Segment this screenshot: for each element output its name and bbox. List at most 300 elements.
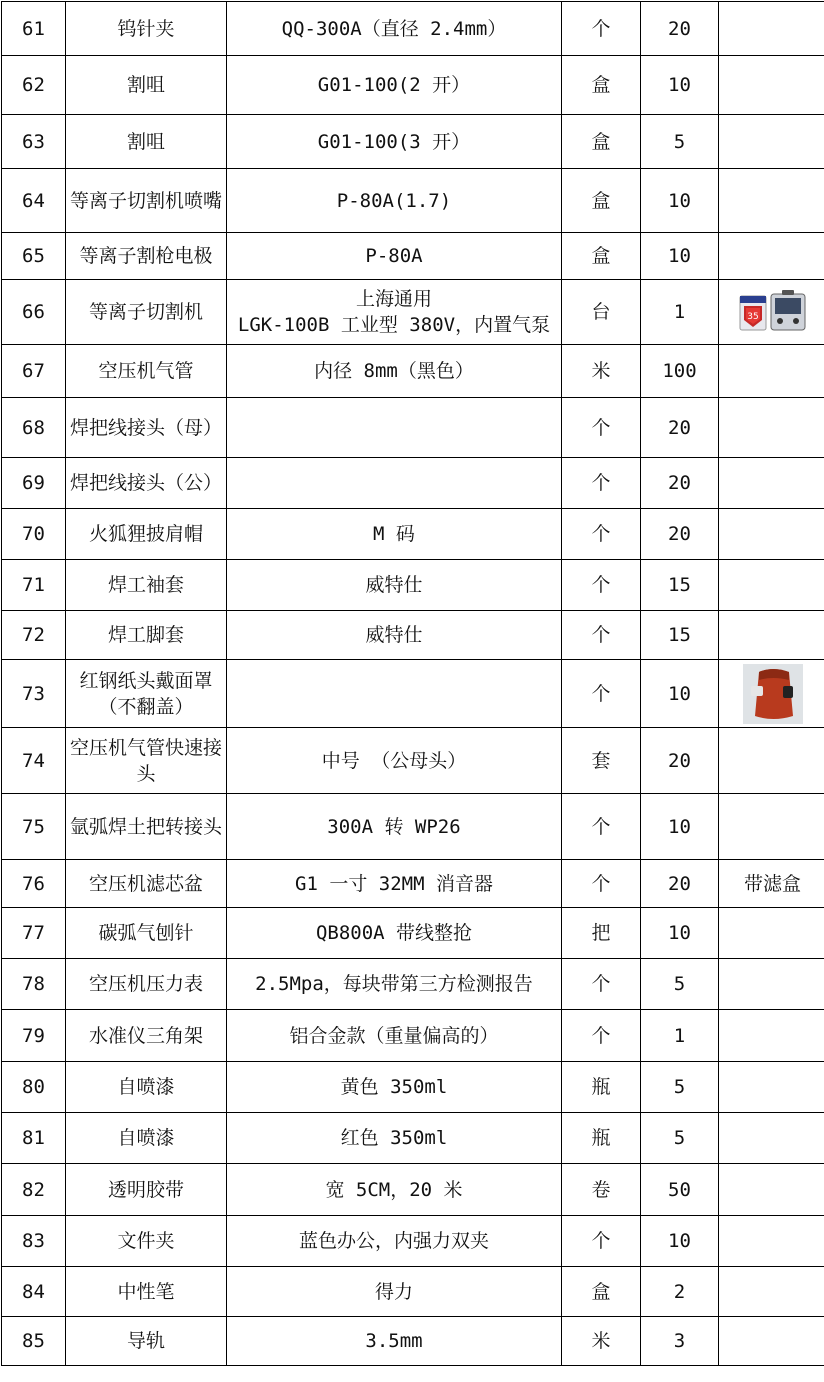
- unit-text: 个: [591, 1230, 611, 1252]
- no-text: 83: [22, 1230, 45, 1252]
- cell-unit: [562, 280, 641, 345]
- cell-spec: [227, 1113, 562, 1164]
- cell-no: [2, 280, 66, 345]
- cell-name: [66, 115, 227, 169]
- cell-qty: [641, 2, 719, 56]
- name-text: 火狐狸披肩帽: [88, 523, 203, 545]
- cell-spec: [227, 908, 562, 959]
- cell-unit: [562, 908, 641, 959]
- cell-no: [2, 1113, 66, 1164]
- cell-unit: [562, 1267, 641, 1317]
- unit-text: 米: [591, 360, 611, 382]
- no-text: 74: [22, 749, 45, 772]
- no-text: 68: [22, 416, 45, 439]
- name-text: 红钢纸头戴面罩（不翻盖）: [79, 669, 213, 718]
- cell-no: [2, 1317, 66, 1366]
- table-row: [2, 1062, 824, 1113]
- spec-text: P-80A: [365, 245, 423, 267]
- table-row: [2, 115, 824, 169]
- cell-note: [719, 860, 824, 908]
- cell-name: [66, 56, 227, 115]
- spec-text: G1 一寸 32MM 消音器: [295, 872, 493, 895]
- cell-qty: [641, 660, 719, 728]
- cell-no: [2, 908, 66, 959]
- welding-mask-photo-icon: [743, 664, 803, 724]
- qty-text: 10: [668, 922, 691, 944]
- qty-text: 20: [668, 749, 691, 772]
- spec-text: G01-100(2 开）: [317, 74, 471, 96]
- cell-note: [719, 458, 824, 509]
- cell-unit: [562, 458, 641, 509]
- cell-note: [719, 2, 824, 56]
- cell-qty: [641, 398, 719, 458]
- qty-text: 50: [668, 1178, 691, 1201]
- qty-text: 1: [673, 1024, 686, 1047]
- cell-spec: [227, 794, 562, 860]
- cell-no: [2, 398, 66, 458]
- cell-qty: [641, 560, 719, 611]
- cell-name: [66, 398, 227, 458]
- spec-text: 3.5mm: [365, 1330, 423, 1352]
- no-text: 76: [22, 872, 45, 895]
- cell-note: [719, 908, 824, 959]
- plasma-cutter-photo-icon: [738, 290, 808, 334]
- spec-text: QB800A 带线整抢: [315, 922, 473, 944]
- qty-text: 1: [673, 301, 686, 323]
- cell-unit: [562, 1062, 641, 1113]
- cell-name: [66, 860, 227, 908]
- qty-text: 10: [668, 1230, 691, 1252]
- spec-text: QQ-300A（直径 2.4mm）: [281, 17, 507, 40]
- unit-text: 台: [591, 301, 611, 323]
- cell-no: [2, 1062, 66, 1113]
- spec-text: 蓝色办公，内强力双夹: [298, 1230, 489, 1252]
- cell-no: [2, 115, 66, 169]
- qty-text: 100: [662, 360, 697, 382]
- qty-text: 3: [673, 1330, 686, 1352]
- cell-no: [2, 660, 66, 728]
- cell-spec: [227, 1010, 562, 1062]
- cell-name: [66, 1113, 227, 1164]
- cell-name: [66, 1164, 227, 1216]
- spec-text: 威特仕: [365, 624, 423, 646]
- cell-note: [719, 794, 824, 860]
- table-row: [2, 1164, 824, 1216]
- table-row: [2, 959, 824, 1010]
- no-text: 69: [22, 472, 45, 494]
- cell-spec: [227, 728, 562, 794]
- unit-text: 盒: [591, 74, 611, 96]
- cell-name: [66, 794, 227, 860]
- name-text: 导轨: [126, 1330, 165, 1352]
- name-text: 空压机滤芯盆: [88, 872, 203, 895]
- name-text: 等离子切割机: [88, 301, 203, 323]
- unit-text: 个: [591, 815, 611, 838]
- spec-text: 得力: [374, 1280, 413, 1303]
- cell-unit: [562, 560, 641, 611]
- cell-spec: [227, 509, 562, 560]
- cell-note: [719, 115, 824, 169]
- no-text: 82: [22, 1178, 45, 1201]
- name-text: 自喷漆: [117, 1076, 175, 1098]
- table-row: [2, 1216, 824, 1267]
- qty-text: 20: [668, 872, 691, 895]
- qty-text: 5: [673, 130, 686, 153]
- name-text: 水准仪三角架: [88, 1024, 203, 1047]
- cell-name: [66, 345, 227, 398]
- unit-text: 米: [591, 1330, 611, 1352]
- cell-note: [719, 169, 824, 233]
- cell-no: [2, 794, 66, 860]
- cell-note: [719, 1267, 824, 1317]
- no-text: 63: [22, 130, 45, 153]
- no-text: 65: [22, 245, 45, 267]
- cell-qty: [641, 611, 719, 660]
- spec-text: 宽 5CM，20 米: [325, 1178, 463, 1201]
- table-row: [2, 56, 824, 115]
- name-text: 割咀: [126, 130, 165, 153]
- cell-no: [2, 2, 66, 56]
- cell-spec: [227, 458, 562, 509]
- unit-text: 盒: [591, 1280, 611, 1303]
- cell-note: [719, 1062, 824, 1113]
- table-row: [2, 660, 824, 728]
- cell-no: [2, 233, 66, 280]
- cell-qty: [641, 1010, 719, 1062]
- spec-text: 中号 （公母头）: [321, 749, 467, 772]
- spec-text: 上海通用 LGK-100B 工业型 380V，内置气泵: [237, 288, 551, 336]
- cell-qty: [641, 1216, 719, 1267]
- cell-unit: [562, 1164, 641, 1216]
- svg-text:35: 35: [746, 312, 759, 322]
- no-text: 85: [22, 1330, 45, 1352]
- cell-unit: [562, 794, 641, 860]
- cell-no: [2, 509, 66, 560]
- qty-text: 15: [668, 624, 691, 646]
- cell-unit: [562, 115, 641, 169]
- cell-name: [66, 233, 227, 280]
- cell-qty: [641, 233, 719, 280]
- cell-note: [719, 1317, 824, 1366]
- cell-spec: [227, 660, 562, 728]
- table-row: [2, 860, 824, 908]
- cell-qty: [641, 728, 719, 794]
- qty-text: 10: [668, 245, 691, 267]
- cell-qty: [641, 169, 719, 233]
- cell-unit: [562, 1216, 641, 1267]
- cell-name: [66, 1216, 227, 1267]
- no-text: 81: [22, 1127, 45, 1149]
- qty-text: 15: [668, 574, 691, 596]
- cell-no: [2, 458, 66, 509]
- cell-name: [66, 280, 227, 345]
- table-row: [2, 2, 824, 56]
- cell-name: [66, 728, 227, 794]
- cell-name: [66, 560, 227, 611]
- cell-note: [719, 959, 824, 1010]
- cell-spec: [227, 1267, 562, 1317]
- cell-note: [719, 1010, 824, 1062]
- unit-text: 个: [591, 682, 611, 705]
- cell-qty: [641, 115, 719, 169]
- cell-qty: [641, 908, 719, 959]
- cell-note: [719, 233, 824, 280]
- qty-text: 20: [668, 523, 691, 545]
- items-table: [1, 1, 824, 1366]
- cell-name: [66, 959, 227, 1010]
- name-text: 焊把线接头（母）: [69, 416, 222, 439]
- unit-text: 盒: [591, 189, 611, 212]
- cell-qty: [641, 794, 719, 860]
- cell-name: [66, 1062, 227, 1113]
- name-text: 自喷漆: [117, 1127, 175, 1149]
- no-text: 61: [22, 17, 45, 40]
- name-text: 透明胶带: [107, 1178, 184, 1201]
- table-row: [2, 1010, 824, 1062]
- name-text: 文件夹: [117, 1230, 175, 1252]
- cell-unit: [562, 398, 641, 458]
- cell-unit: [562, 660, 641, 728]
- cell-note: [719, 560, 824, 611]
- cell-note: [719, 611, 824, 660]
- qty-text: 10: [668, 74, 691, 96]
- cell-name: [66, 908, 227, 959]
- unit-text: 套: [591, 749, 611, 772]
- name-text: 焊把线接头（公）: [69, 472, 222, 494]
- name-text: 空压机气管快速接头: [69, 736, 222, 785]
- cell-name: [66, 1010, 227, 1062]
- cell-qty: [641, 345, 719, 398]
- no-text: 72: [22, 624, 45, 646]
- cell-spec: [227, 280, 562, 345]
- name-text: 中性笔: [117, 1280, 175, 1303]
- name-text: 氩弧焊土把转接头: [69, 815, 222, 838]
- cell-no: [2, 1216, 66, 1267]
- cell-note: [719, 1164, 824, 1216]
- no-text: 79: [22, 1024, 45, 1047]
- cell-name: [66, 2, 227, 56]
- cell-unit: [562, 611, 641, 660]
- spec-text: 300A 转 WP26: [327, 815, 461, 838]
- cell-spec: [227, 398, 562, 458]
- cell-spec: [227, 560, 562, 611]
- cell-name: [66, 458, 227, 509]
- qty-text: 5: [673, 1127, 686, 1149]
- qty-text: 5: [673, 1076, 686, 1098]
- cell-spec: [227, 860, 562, 908]
- cell-qty: [641, 1062, 719, 1113]
- spec-text: G01-100(3 开）: [317, 130, 471, 153]
- cell-spec: [227, 959, 562, 1010]
- cell-unit: [562, 1113, 641, 1164]
- cell-qty: [641, 458, 719, 509]
- cell-note: [719, 345, 824, 398]
- qty-text: 20: [668, 472, 691, 494]
- table-row: [2, 1267, 824, 1317]
- unit-text: 个: [591, 472, 611, 494]
- cell-qty: [641, 1267, 719, 1317]
- no-text: 64: [22, 189, 45, 212]
- cell-note: [719, 56, 824, 115]
- spec-text: P-80A(1.7): [336, 189, 452, 212]
- cell-unit: [562, 2, 641, 56]
- table-row: [2, 728, 824, 794]
- cell-unit: [562, 860, 641, 908]
- cell-unit: [562, 169, 641, 233]
- table-row: [2, 398, 824, 458]
- cell-note: [719, 1216, 824, 1267]
- qty-text: 10: [668, 682, 691, 705]
- cell-no: [2, 728, 66, 794]
- table-row: [2, 560, 824, 611]
- cell-spec: [227, 2, 562, 56]
- name-text: 等离子切割机喷嘴: [69, 189, 222, 212]
- cell-no: [2, 611, 66, 660]
- cell-no: [2, 169, 66, 233]
- cell-spec: [227, 1062, 562, 1113]
- cell-spec: [227, 56, 562, 115]
- cell-name: [66, 1317, 227, 1366]
- no-text: 78: [22, 973, 45, 995]
- cell-no: [2, 1010, 66, 1062]
- cell-unit: [562, 1010, 641, 1062]
- unit-text: 把: [591, 922, 611, 944]
- table-row: [2, 794, 824, 860]
- name-text: 焊工脚套: [107, 624, 184, 646]
- cell-no: [2, 1267, 66, 1317]
- qty-text: 10: [668, 189, 691, 212]
- cell-spec: [227, 1216, 562, 1267]
- cell-name: [66, 611, 227, 660]
- cell-unit: [562, 233, 641, 280]
- unit-text: 个: [591, 872, 611, 895]
- spec-text: 内径 8mm（黑色）: [314, 360, 474, 382]
- unit-text: 个: [591, 523, 611, 545]
- name-text: 空压机压力表: [88, 973, 203, 995]
- cell-note: [719, 280, 824, 345]
- cell-unit: [562, 1317, 641, 1366]
- cell-name: [66, 1267, 227, 1317]
- cell-name: [66, 169, 227, 233]
- spec-text: M 码: [373, 523, 415, 545]
- cell-spec: [227, 1317, 562, 1366]
- cell-note: [719, 509, 824, 560]
- cell-unit: [562, 56, 641, 115]
- unit-text: 个: [591, 1024, 611, 1047]
- no-text: 75: [22, 815, 45, 838]
- cell-no: [2, 56, 66, 115]
- cell-qty: [641, 280, 719, 345]
- unit-text: 瓶: [591, 1127, 611, 1149]
- spec-text: 2.5Mpa，每块带第三方检测报告: [255, 973, 533, 995]
- table-row: [2, 169, 824, 233]
- cell-qty: [641, 1164, 719, 1216]
- items-table-body: [2, 2, 824, 1366]
- no-text: 66: [22, 301, 45, 323]
- table-row: [2, 1317, 824, 1366]
- unit-text: 个: [591, 973, 611, 995]
- cell-spec: [227, 169, 562, 233]
- no-text: 70: [22, 523, 45, 545]
- cell-spec: [227, 115, 562, 169]
- cell-unit: [562, 509, 641, 560]
- unit-text: 个: [591, 416, 611, 439]
- cell-note: [719, 728, 824, 794]
- cell-spec: [227, 611, 562, 660]
- cell-no: [2, 560, 66, 611]
- spec-text: 威特仕: [365, 574, 423, 596]
- name-text: 焊工袖套: [107, 574, 184, 596]
- unit-text: 盒: [591, 130, 611, 153]
- note-text: 带滤盒: [743, 872, 801, 895]
- cell-qty: [641, 1317, 719, 1366]
- table-row: [2, 233, 824, 280]
- unit-text: 卷: [591, 1178, 611, 1201]
- cell-no: [2, 1164, 66, 1216]
- qty-text: 20: [668, 17, 691, 40]
- cell-qty: [641, 860, 719, 908]
- qty-text: 10: [668, 815, 691, 838]
- cell-qty: [641, 959, 719, 1010]
- cell-no: [2, 959, 66, 1010]
- cell-no: [2, 345, 66, 398]
- unit-text: 个: [591, 17, 611, 40]
- table-row: [2, 1113, 824, 1164]
- no-text: 80: [22, 1076, 45, 1098]
- unit-text: 盒: [591, 245, 611, 267]
- name-text: 割咀: [126, 74, 165, 96]
- cell-unit: [562, 345, 641, 398]
- cell-unit: [562, 728, 641, 794]
- no-text: 84: [22, 1280, 45, 1303]
- unit-text: 个: [591, 574, 611, 596]
- name-text: 钨针夹: [117, 17, 175, 40]
- table-row: [2, 509, 824, 560]
- no-text: 71: [22, 574, 45, 596]
- unit-text: 瓶: [591, 1076, 611, 1098]
- table-row: [2, 345, 824, 398]
- table-row: [2, 280, 824, 345]
- cell-spec: [227, 345, 562, 398]
- cell-note: [719, 398, 824, 458]
- spec-text: 红色 350ml: [340, 1127, 448, 1149]
- name-text: 等离子割枪电极: [79, 245, 213, 267]
- cell-no: [2, 860, 66, 908]
- no-text: 73: [22, 682, 45, 705]
- spec-text: 黄色 350ml: [340, 1076, 448, 1098]
- no-text: 67: [22, 360, 45, 382]
- qty-text: 20: [668, 416, 691, 439]
- cell-name: [66, 660, 227, 728]
- cell-spec: [227, 1164, 562, 1216]
- table-row: [2, 611, 824, 660]
- name-text: 空压机气管: [98, 360, 194, 382]
- table-row: [2, 908, 824, 959]
- no-text: 62: [22, 74, 45, 96]
- spec-text: 铝合金款（重量偏高的）: [289, 1024, 499, 1047]
- cell-name: [66, 509, 227, 560]
- cell-note: [719, 1113, 824, 1164]
- name-text: 碳弧气刨针: [98, 922, 194, 944]
- table-row: [2, 458, 824, 509]
- cell-qty: [641, 56, 719, 115]
- cell-unit: [562, 959, 641, 1010]
- no-text: 77: [22, 922, 45, 944]
- qty-text: 2: [673, 1280, 686, 1303]
- cell-qty: [641, 509, 719, 560]
- cell-spec: [227, 233, 562, 280]
- cell-qty: [641, 1113, 719, 1164]
